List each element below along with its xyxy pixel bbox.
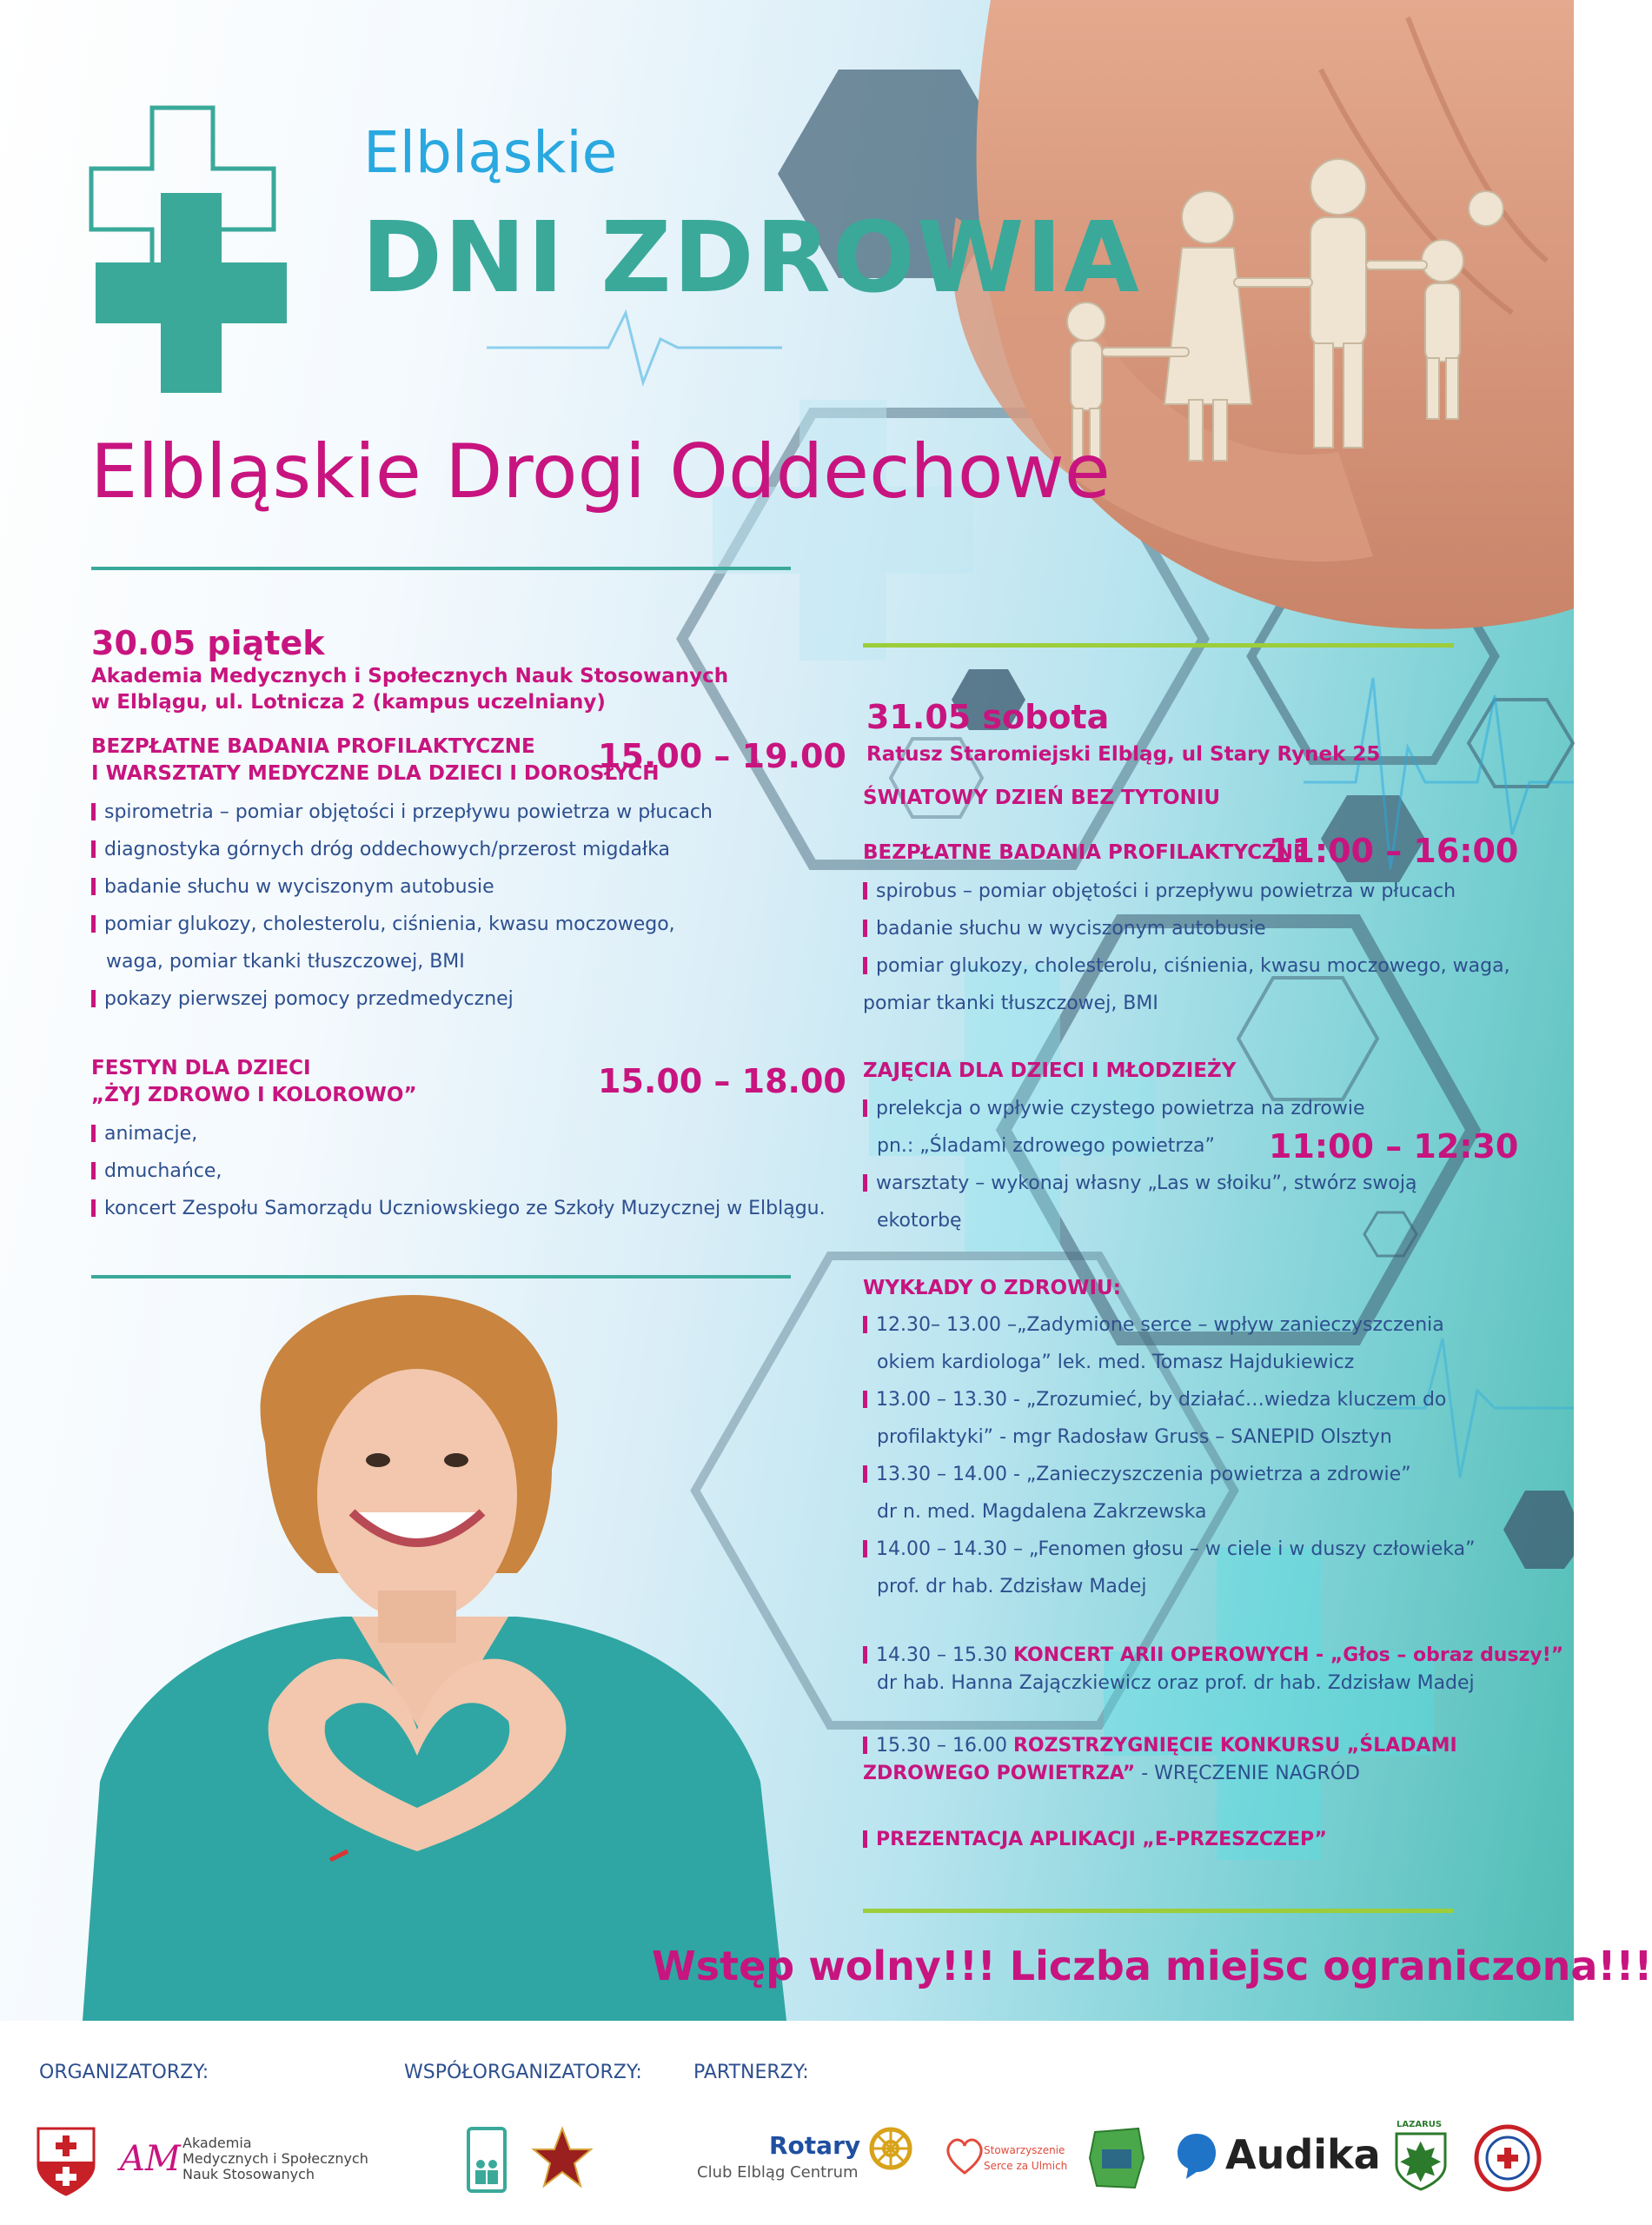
header-title: DNI ZDROWIA bbox=[362, 202, 1141, 315]
lecture-item-continued: profilaktyki” - mgr Radosław Gruss – SANEPID Olsztyn bbox=[877, 1426, 1392, 1448]
day2-venue: Ratusz Staromiejski Elbląg, ul Stary Rynek 25 bbox=[866, 743, 1381, 766]
concert-item: 14.30 – 15.30 KONCERT ARII OPEROWYCH - „Głos – obraz duszy!” bbox=[863, 1643, 1563, 1669]
list-item: pomiar glukozy, cholesterolu, ciśnienia, kwasu moczowego, waga, bbox=[863, 953, 1510, 980]
day1-date: 30.05 piątek bbox=[91, 624, 325, 662]
stowarzyszenie-logo-text: Stowarzyszenie Serce za Ulmich bbox=[984, 2144, 1068, 2172]
day2-date: 31.05 sobota bbox=[866, 698, 1110, 736]
contest-item-continued: ZDROWEGO POWIETRZA” - WRĘCZENIE NAGRÓD bbox=[863, 1763, 1360, 1784]
coorganizer-logo-icon bbox=[465, 2125, 508, 2195]
heart-icon bbox=[943, 2134, 986, 2177]
list-item-continued: ekotorbę bbox=[877, 1210, 962, 1232]
lecture-item: 14.00 – 14.30 – „Fenomen głosu – w ciele i w duszy człowieka” bbox=[863, 1537, 1476, 1563]
lazarus-label: LAZARUS bbox=[1397, 2120, 1443, 2129]
plus-decor bbox=[1104, 1547, 1434, 1860]
heartbeat-line bbox=[487, 313, 782, 382]
day1-s1-heading-line2: I WARSZTATY MEDYCZNE DLA DZIECI I DOROSŁYCH bbox=[91, 762, 660, 785]
concert-item-continued: dr hab. Hanna Zajączkiewicz oraz prof. dr hab. Zdzisław Madej bbox=[877, 1672, 1475, 1694]
list-item: dmuchańce, bbox=[91, 1159, 222, 1185]
divider bbox=[863, 643, 1454, 648]
elblag-coat-of-arms-icon bbox=[36, 2127, 96, 2196]
list-item-continued: pn.: „Śladami zdrowego powietrza” bbox=[877, 1135, 1215, 1157]
event-subtitle: Elbląskie Drogi Oddechowe bbox=[90, 428, 1111, 515]
day1-s2-time: 15.00 – 18.00 bbox=[598, 1062, 846, 1100]
cross-logo-icon bbox=[87, 106, 295, 402]
closing-note: Wstęp wolny!!! Liczba miejsc ograniczona!!! bbox=[652, 1943, 1652, 1989]
divider bbox=[91, 567, 791, 570]
star-emblem-icon bbox=[532, 2125, 593, 2195]
footer-sponsors bbox=[0, 2021, 1574, 2225]
rotary-wheel-icon bbox=[869, 2127, 912, 2170]
list-item: animacje, bbox=[91, 1121, 197, 1147]
organizers-label: ORGANIZATORZY: bbox=[39, 2062, 209, 2083]
app-item: PREZENTACJA APLIKACJI „E-PRZESZCZEP” bbox=[863, 1827, 1327, 1853]
list-item: diagnostyka górnych dróg oddechowych/przerost migdałka bbox=[91, 837, 670, 863]
list-item: badanie słuchu w wyciszonym autobusie bbox=[863, 916, 1266, 942]
list-item-continued: pomiar tkanki tłuszczowej, BMI bbox=[863, 993, 1158, 1014]
svg-text:AM: AM bbox=[120, 2139, 181, 2179]
list-item-continued: waga, pomiar tkanki tłuszczowej, BMI bbox=[106, 951, 465, 973]
academy-logo-icon bbox=[118, 2132, 181, 2188]
rotary-wordmark: Rotary bbox=[769, 2131, 861, 2160]
region-map-icon bbox=[1086, 2123, 1147, 2193]
list-item: prelekcja o wpływie czystego powietrza na zdrowie bbox=[863, 1096, 1365, 1122]
list-item: spirometria – pomiar objętości i przepływu powietrza w płucach bbox=[91, 800, 713, 826]
list-item: badanie słuchu w wyciszonym autobusie bbox=[91, 874, 494, 900]
list-item: pokazy pierwszej pomocy przedmedycznej bbox=[91, 986, 514, 1013]
day2-s1-heading: BEZPŁATNE BADANIA PROFILAKTYCZNE bbox=[863, 841, 1307, 864]
divider bbox=[863, 1909, 1454, 1913]
round-seal-icon bbox=[1473, 2123, 1543, 2193]
day1-s2-heading-line2: „ŻYJ ZDROWO I KOLOROWO” bbox=[91, 1084, 417, 1106]
divider bbox=[91, 1275, 791, 1279]
lazarus-cross-icon bbox=[1395, 2132, 1447, 2191]
header-prefix: Elbląskie bbox=[363, 119, 618, 186]
lecture-item: 13.00 – 13.30 - „Zrozumieć, by działać…wiedza kluczem do bbox=[863, 1387, 1446, 1413]
day1-s1-heading-line1: BEZPŁATNE BADANIA PROFILAKTYCZNE bbox=[91, 735, 535, 758]
list-item: warsztaty – wykonaj własny „Las w słoiku”, stwórz swoją bbox=[863, 1171, 1416, 1197]
list-item: pomiar glukozy, cholesterolu, ciśnienia, kwasu moczowego, bbox=[91, 912, 675, 938]
lecture-item-continued: okiem kardiologa” lek. med. Tomasz Hajdukiewicz bbox=[877, 1352, 1355, 1373]
day2-s2-heading: ZAJĘCIA DLA DZIECI I MŁODZIEŻY bbox=[863, 1059, 1237, 1082]
hexagon-filled bbox=[1503, 1491, 1574, 1569]
nurse-photo bbox=[65, 1295, 786, 2021]
coorganizers-label: WSPÓŁORGANIZATORZY: bbox=[404, 2062, 642, 2083]
day1-venue-line1: Akademia Medycznych i Społecznych Nauk Stosowanych bbox=[91, 665, 729, 687]
day1-s1-time: 15.00 – 19.00 bbox=[598, 737, 846, 775]
partners-label: PARTNERZY: bbox=[693, 2062, 809, 2083]
rotary-club-name: Club Elbląg Centrum bbox=[697, 2163, 859, 2182]
day2-s2-time: 11:00 – 12:30 bbox=[1269, 1127, 1519, 1166]
lectures-heading: WYKŁADY O ZDROWIU: bbox=[863, 1277, 1121, 1299]
list-item: koncert Zespołu Samorządu Uczniowskiego ze Szkoły Muzycznej w Elblągu. bbox=[91, 1196, 826, 1222]
hexagon-outline bbox=[1238, 978, 1377, 1099]
lecture-item-continued: dr n. med. Magdalena Zakrzewska bbox=[877, 1501, 1207, 1523]
day1-s2-heading-line1: FESTYN DLA DZIECI bbox=[91, 1057, 311, 1079]
hands-family-image bbox=[886, 0, 1574, 678]
lecture-item: 12.30– 13.00 –„Zadymione serce – wpływ zanieczyszczenia bbox=[863, 1312, 1444, 1338]
lecture-item-continued: prof. dr hab. Zdzisław Madej bbox=[877, 1576, 1147, 1597]
contest-item: 15.30 – 16.00 ROZSTRZYGNIĘCIE KONKURSU „ŚLADAMI bbox=[863, 1733, 1457, 1759]
audika-bubble-icon bbox=[1176, 2132, 1217, 2181]
list-item: spirobus – pomiar objętości i przepływu powietrza w płucach bbox=[863, 879, 1456, 905]
audika-wordmark: Audika bbox=[1225, 2131, 1381, 2178]
day2-s1-time: 11:00 – 16:00 bbox=[1269, 832, 1519, 870]
day2-special: ŚWIATOWY DZIEŃ BEZ TYTONIU bbox=[863, 787, 1221, 809]
academy-logo-text: Akademia Medycznych i Społecznych Nauk Stosowanych bbox=[182, 2135, 368, 2182]
day1-venue-line2: w Elblągu, ul. Lotnicza 2 (kampus uczelniany) bbox=[91, 691, 606, 714]
lecture-item: 13.30 – 14.00 - „Zanieczyszczenia powietrza a zdrowie” bbox=[863, 1462, 1411, 1488]
